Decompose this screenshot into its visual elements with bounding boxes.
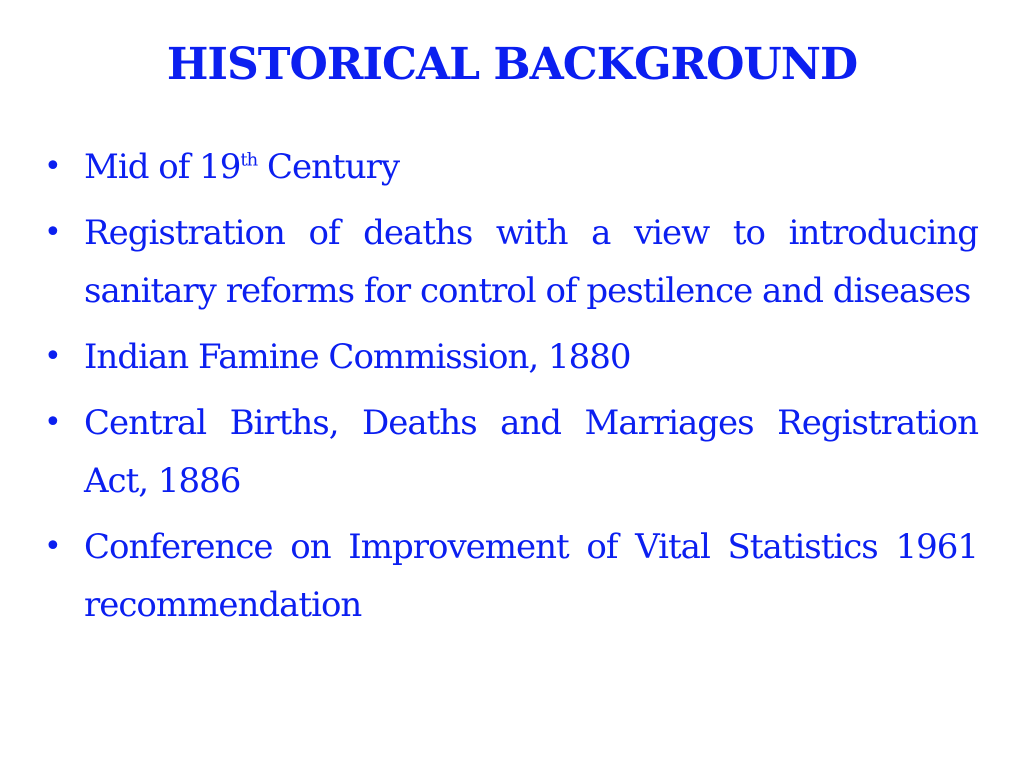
bullet-text: Central Births, Deaths and Marriages Registration Act, 1886 — [84, 403, 978, 501]
bullet-text: Indian Famine Commission, 1880 — [84, 337, 631, 377]
bullet-icon: • — [44, 529, 61, 564]
bullet-list — [40, 138, 978, 642]
bullet-item — [40, 204, 978, 320]
bullet-item — [40, 138, 978, 196]
bullet-text: Conference on Improvement of Vital Statistics 1961 recommendation — [84, 527, 978, 625]
superscript-text: th — [240, 149, 258, 171]
bullet-text-part: Mid of 19 — [84, 147, 241, 187]
bullet-icon: • — [44, 339, 61, 374]
bullet-icon: • — [44, 149, 61, 184]
bullet-text-part: Century — [257, 147, 400, 187]
bullet-text — [84, 147, 399, 187]
bullet-item — [40, 394, 978, 510]
slide-title: HISTORICAL BACKGROUND — [166, 39, 858, 90]
bullet-icon: • — [44, 215, 61, 250]
bullet-item — [40, 328, 978, 386]
bullet-icon: • — [44, 405, 61, 440]
bullet-item — [40, 518, 978, 634]
bullet-text: Registration of deaths with a view to introducing sanitary reforms for control of pestilence and diseases — [84, 213, 978, 311]
